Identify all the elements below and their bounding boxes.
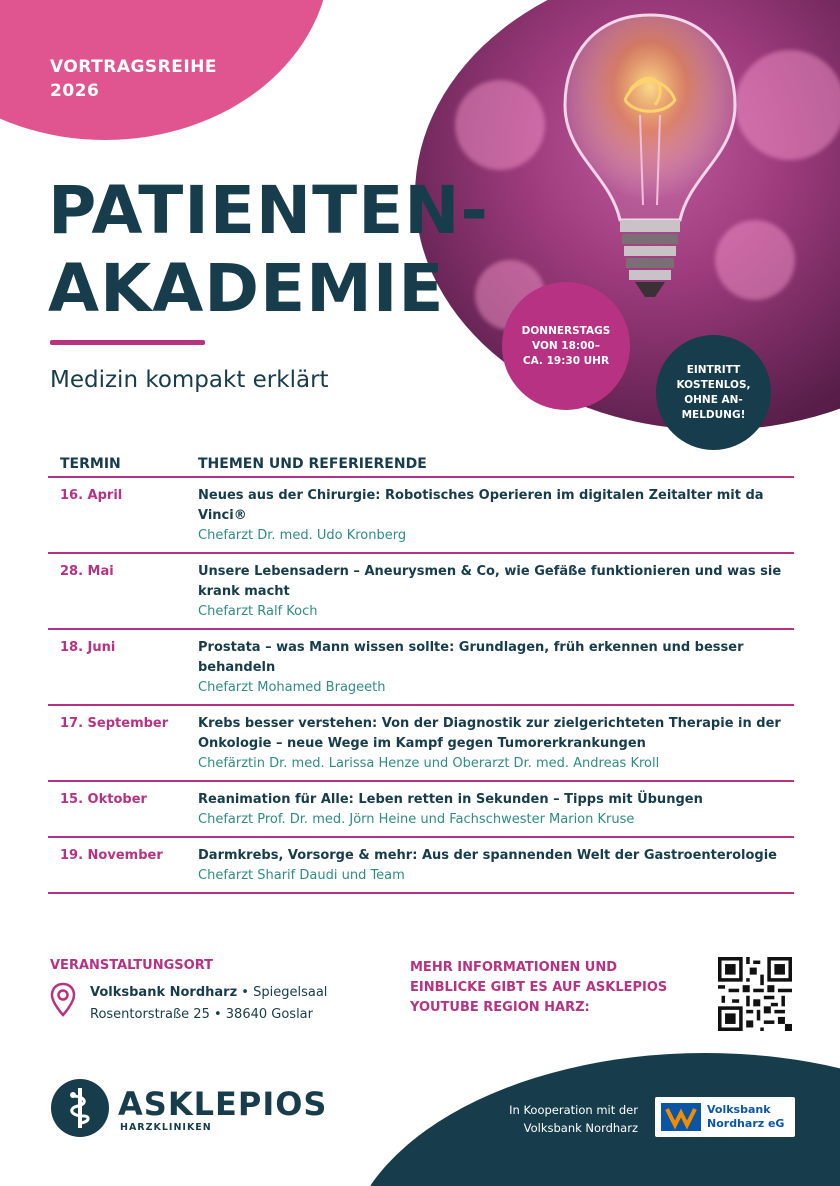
asklepios-logo-text: ASKLEPIOS — [118, 1085, 328, 1123]
event-date: 19. November — [60, 848, 163, 863]
more-info-text: MEHR INFORMATIONEN UND EINBLICKE GIBT ES AUF ASKLEPIOS YOUTUBE REGION HARZ: — [410, 960, 668, 1015]
volksbank-line1: Volksbank — [707, 1103, 771, 1116]
event-date: 17. September — [60, 716, 169, 731]
event-date: 18. Juni — [60, 640, 116, 655]
event-topic: Darmkrebs, Vorsorge & mehr: Aus der spannenden Welt der Gastroenterologie — [198, 848, 777, 863]
schedule-table — [48, 450, 794, 894]
main-title-line1: PATIENTEN- — [48, 172, 489, 249]
event-speaker: Chefarzt Prof. Dr. med. Jörn Heine und Fachschwester Marion Kruse — [198, 812, 635, 827]
main-title — [48, 172, 489, 328]
venue-label: VERANSTALTUNGSORT — [50, 958, 213, 973]
event-topic: Unsere Lebensadern – Aneurysmen & Co, wie Gefäße funktionieren und was sie krank macht — [198, 564, 782, 599]
event-topic: Neues aus der Chirurgie: Robotisches Operieren im digitalen Zeitalter mit da Vinci® — [198, 488, 764, 523]
subtitle: Medizin kompakt erklärt — [50, 367, 329, 393]
event-speaker: Chefärztin Dr. med. Larissa Henze und Oberarzt Dr. med. Andreas Kroll — [198, 756, 660, 771]
event-date: 28. Mai — [60, 564, 114, 579]
table-row — [48, 630, 794, 706]
table-row — [48, 838, 794, 894]
volksbank-name — [707, 1103, 784, 1131]
header-topic: THEMEN UND REFERIERENDE — [198, 456, 427, 472]
volksbank-mark-icon — [661, 1103, 701, 1131]
volksbank-logo — [655, 1097, 795, 1137]
qr-code-icon[interactable] — [718, 957, 792, 1031]
table-row — [48, 706, 794, 782]
free-entry-badge — [656, 335, 771, 450]
title-underline — [50, 340, 205, 345]
asklepios-logo-icon — [50, 1078, 110, 1138]
venue-name — [90, 985, 327, 1000]
bokeh-light — [735, 50, 840, 160]
schedule-badge — [502, 282, 630, 410]
event-date: 16. April — [60, 488, 123, 503]
table-header — [48, 450, 794, 478]
event-speaker: Chefarzt Mohamed Brageeth — [198, 680, 386, 695]
event-speaker: Chefarzt Dr. med. Udo Kronberg — [198, 528, 407, 543]
location-pin-icon — [50, 982, 76, 1018]
series-title — [50, 55, 217, 103]
bokeh-light — [455, 80, 545, 170]
event-speaker: Chefarzt Ralf Koch — [198, 604, 318, 619]
event-date: 15. Oktober — [60, 792, 147, 807]
series-title-line2: 2026 — [50, 81, 100, 101]
asklepios-logo-subtext: HARZKLINIKEN — [120, 1122, 212, 1133]
cooperation-text: In Kooperation mit der Volksbank Nordharz — [509, 1103, 638, 1135]
volksbank-line2: Nordharz eG — [707, 1117, 785, 1130]
venue-address: Rosentorstraße 25 • 38640 Goslar — [90, 1007, 313, 1022]
header-date: TERMIN — [60, 456, 121, 472]
main-title-line2: AKADEMIE — [48, 250, 445, 327]
series-title-line1: VORTRAGSREIHE — [50, 57, 218, 77]
venue-building: Volksbank Nordharz — [90, 985, 238, 1000]
free-entry-badge-text: EINTRITT KOSTENLOS, OHNE AN- MELDUNG! — [676, 363, 751, 421]
table-row — [48, 782, 794, 838]
event-topic: Krebs besser verstehen: Von der Diagnostik zur zielgerichteten Therapie in der Onkologie – neue Wege im Kampf gegen Tumorerkrankungen — [198, 716, 781, 751]
venue-room: • Spiegelsaal — [237, 985, 328, 1000]
event-topic: Reanimation für Alle: Leben retten in Sekunden – Tipps mit Übungen — [198, 792, 703, 807]
event-topic: Prostata – was Mann wissen sollte: Grundlagen, früh erkennen und besser behandeln — [198, 640, 744, 675]
event-speaker: Chefarzt Sharif Daudi und Team — [198, 868, 405, 883]
schedule-badge-text: DONNERSTAGS VON 18:00– CA. 19:30 UHR — [521, 324, 611, 367]
table-row — [48, 478, 794, 554]
table-row — [48, 554, 794, 630]
